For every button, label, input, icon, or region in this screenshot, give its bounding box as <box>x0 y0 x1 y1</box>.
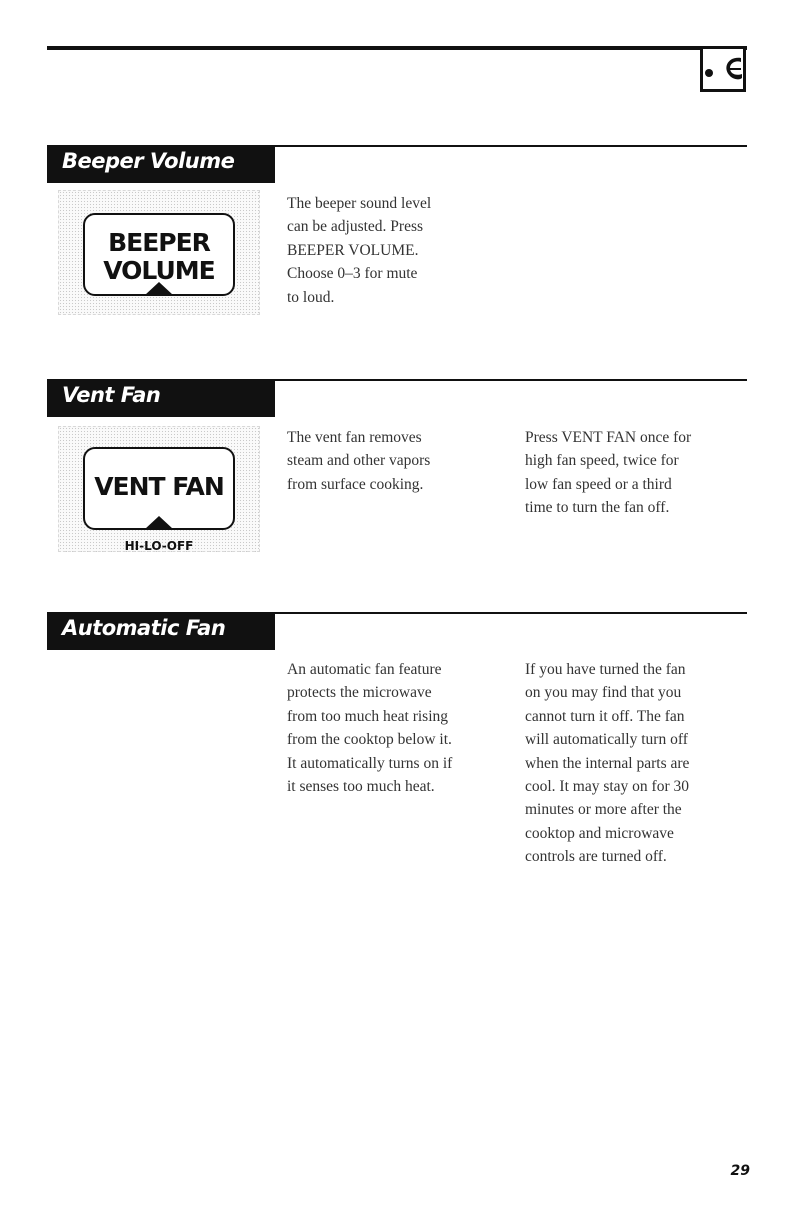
section-title: Vent Fan <box>62 383 161 407</box>
section-rule <box>275 145 747 147</box>
top-rule <box>47 46 747 50</box>
automatic-fan-text-right: If you have turned the fan on you may find that you cannot turn it off. The fan will automatically turn off when the internal parts are cool. It may stay on for 30 minutes or more after the cooktop and microwave controls are turned off. <box>525 661 690 866</box>
vent-fan-text-left: The vent fan removes steam and other vapors from surface cooking. <box>287 429 431 493</box>
section-title: Automatic Fan <box>62 616 226 640</box>
section-rule <box>275 612 747 614</box>
key-label: BEEPER <box>108 228 210 257</box>
beeper-volume-key[interactable] <box>83 213 235 296</box>
vent-fan-caption: HI-LO-OFF <box>124 539 194 553</box>
vent-fan-panel <box>58 426 260 568</box>
vent-fan-text-right: Press VENT FAN once for high fan speed, twice for low fan speed or a third time to turn the fan off. <box>525 429 692 517</box>
key-label: VENT FAN <box>94 472 224 501</box>
key-label: VOLUME <box>103 256 215 285</box>
automatic-fan-text-left: An automatic fan feature protects the microwave from too much heat rising from the cooktop below it. It automatically turns on if it senses too much heat. <box>287 661 453 796</box>
triangle-up-icon <box>145 282 173 295</box>
bulb-thumb-icon <box>700 46 746 92</box>
section-header-automatic-fan <box>47 612 275 650</box>
section-title: Beeper Volume <box>62 149 235 173</box>
beeper-volume-text: The beeper sound level can be adjusted. Press BEEPER VOLUME. Choose 0–3 for mute to loud. <box>287 195 432 306</box>
section-header-vent-fan <box>47 379 275 417</box>
triangle-up-icon <box>145 516 173 529</box>
page-number: 29 <box>730 1163 750 1179</box>
section-rule <box>275 379 747 381</box>
vent-fan-key[interactable] <box>83 447 235 530</box>
section-header-beeper-volume <box>47 145 275 183</box>
beeper-volume-panel <box>58 190 260 315</box>
